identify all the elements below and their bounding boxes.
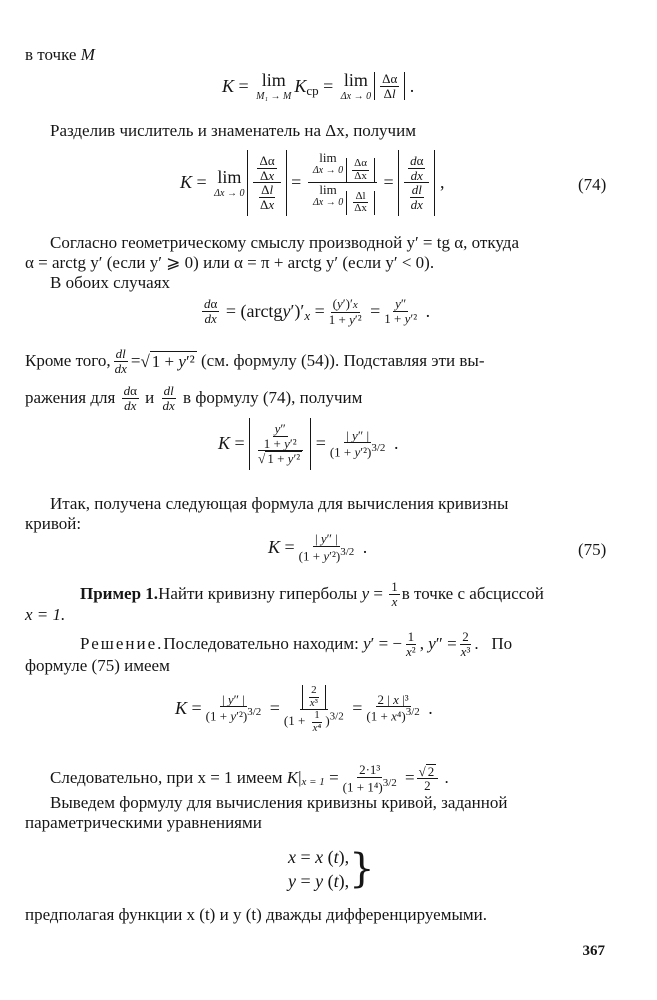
text-line: x = 1. bbox=[25, 605, 66, 624]
text-line: Итак, получена следующая формула для вычисления кривизны bbox=[50, 494, 509, 513]
equation-74: K = lim Δx → 0 $\frac{\frac{\Delta\alpha}{\Delta x}}{\frac{\Delta l}{\Delta x}}$ = lim Δx → 0 $\frac{\Delta\alpha}{\Delta x}$ lim Δx → 0 $\frac{\Delta l}{\Delta x}$ = $\frac{\frac{d\alpha}{dx}}{\frac{dl}{dx}}$ , bbox=[180, 149, 445, 215]
text-line: параметрическими уравнениями bbox=[25, 813, 262, 832]
equation-75: K = $\frac{| y'' |}{(1 + y'^2)^{3/2}}$ . bbox=[268, 531, 368, 563]
text: в формулу (74), получим bbox=[183, 388, 363, 408]
text-line: Согласно геометрическому смыслу производной y′ = tg α, откуда bbox=[50, 233, 519, 252]
text-line: ражения для $\frac{d\alpha}{dx}$ и $\frac{dl}{dx}$ в формулу (74), получим bbox=[25, 383, 363, 413]
text-line: Выведем формулу для вычисления кривизны кривой, заданной bbox=[50, 793, 508, 812]
text: и bbox=[145, 388, 155, 408]
text: (см. формулу (54)). Подставляя эти вы- bbox=[201, 351, 485, 371]
text-line bbox=[25, 45, 95, 65]
text-line: α = arctg y′ (если y′ ⩾ 0) или α = π + arctg y′ (если y′ < 0). bbox=[25, 253, 435, 272]
equation-k-hyperbola: K = $\frac{| y'' |}{(1 + y'^2)^{3/2}}$ = $\frac{2}{\text{x³}}$ (1 + $\frac{1}{\text{x⁴}}$ )$^{3/2}$ = $\frac{\text{2 | x |³}}{(1 + x^4)^{3/2}}$ . bbox=[175, 684, 433, 734]
text-line: Следовательно, при x = 1 имеем K | x = 1 = $\frac{\text{2·1³}}{(1 + 1^4)^{3/2}}$ = √ 2 2 . bbox=[50, 762, 449, 794]
text-line: Пример 1. Найти кривизну гиперболы y = $\frac{1}{x}$ в точке с абсциссой bbox=[80, 579, 544, 609]
text-line: В обоих случаях bbox=[50, 273, 171, 292]
example-label: Пример 1. bbox=[80, 584, 159, 604]
text-line: Разделив числитель и знаменатель на Δx, получим bbox=[50, 121, 416, 140]
text-line: формуле (75) имеем bbox=[25, 656, 170, 675]
equation-dalpha-dx: $\frac{d\alpha}{dx}$ = (arctg y ′)′ x = $\frac{(y')'x}{\text{1 + y′²}}$ = $\frac{y''}{\text{1 + y′²}}$ . bbox=[204, 296, 431, 327]
text: ражения для bbox=[25, 388, 116, 408]
text: в точке с абсциссой bbox=[401, 584, 544, 604]
text: M bbox=[80, 45, 95, 64]
text: Найти кривизну гиперболы bbox=[158, 584, 358, 604]
equation-number: (75) bbox=[578, 540, 607, 559]
text-line: Кроме того, $\frac{dl}{dx}$ = √ 1 + y′² (см. формулу (54)). Подставляя эти вы- bbox=[25, 346, 485, 376]
text: Последовательно находим: bbox=[163, 634, 359, 654]
text: Следовательно, при x = 1 имеем bbox=[50, 768, 283, 788]
equation-k-derivation: K = $\frac{y''}{\text{1 + y′²}}$ √ 1 + y′² = $\frac{| y'' |}{(1 + y'^2)^{3/2}}$ . bbox=[218, 418, 398, 470]
equation-curvature-limit: K = lim M₁ → M K ср = lim Δx → 0 $\frac{\Delta\alpha}{\Delta l}$ . bbox=[222, 70, 415, 102]
text: По bbox=[491, 634, 513, 654]
text: Кроме того, bbox=[25, 351, 111, 371]
page-number: 367 bbox=[582, 943, 605, 959]
equation-parametric-system: x = x (t), y = y (t), } bbox=[288, 846, 375, 892]
text-line: кривой: bbox=[25, 514, 82, 533]
text-line: предполагая функции x (t) и y (t) дважды дифференцируемыми. bbox=[25, 905, 487, 924]
solution-label: Решение. bbox=[80, 634, 164, 654]
text-line: Решение. Последовательно находим: y ′ = − $\frac{1}{\text{x²}}$ , y ″ = $\frac{2}{\text{x³}}$ . По bbox=[80, 629, 513, 659]
text: в точке bbox=[25, 45, 81, 64]
equation-number: (74) bbox=[578, 175, 607, 194]
